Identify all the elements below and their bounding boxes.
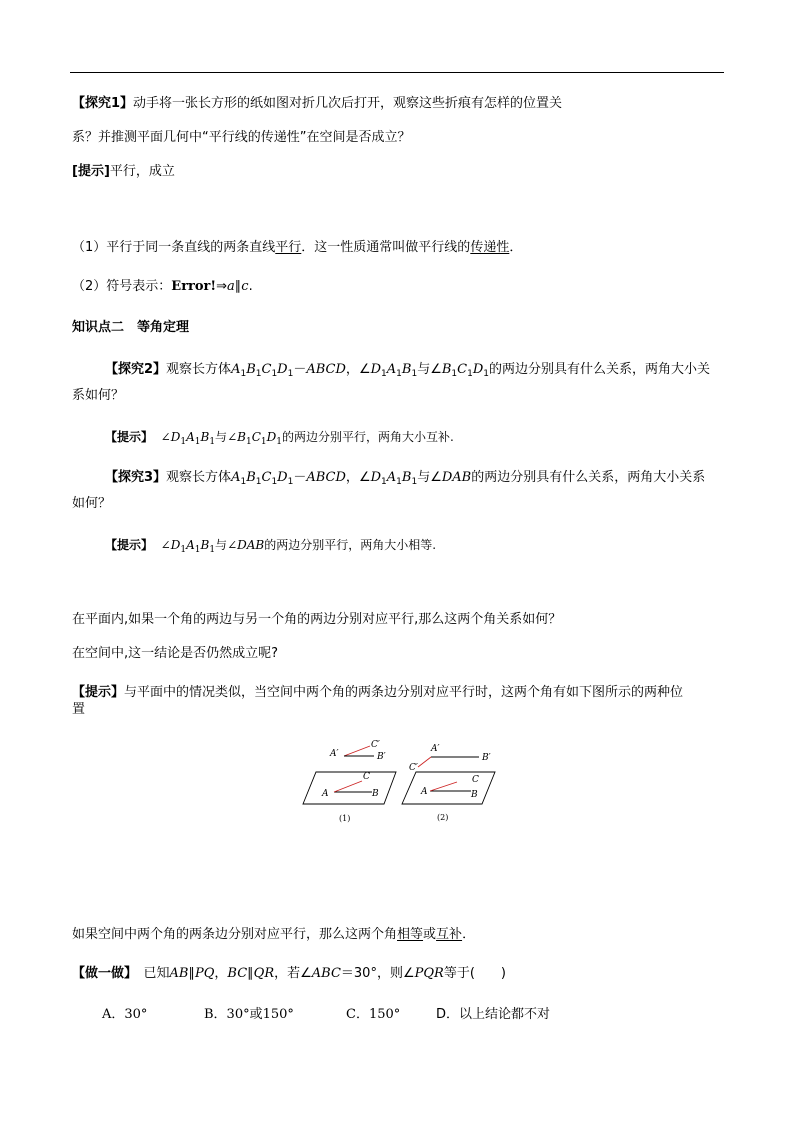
label-B-1: B bbox=[372, 789, 379, 799]
para-q1: 在平面内,如果一个角的两边与另一个角的两边分别对应平行,那么这两个角关系如何？ bbox=[72, 612, 562, 627]
explore2-line1: 【探究2】观察长方体$A_1B_1C_1D_1-ABCD$，$\angle D_1A_1B_1$与$\angle B_1C_1D_1$的两边分别具有什么关系，两角大小关 bbox=[105, 362, 711, 379]
label-B-prime-1: B′ bbox=[377, 752, 386, 762]
diagram-2 bbox=[402, 744, 495, 822]
error-text: Error! bbox=[171, 279, 217, 294]
line-A-C-1 bbox=[334, 781, 362, 792]
explore1-line2: 系？并推测平面几何中“平行线的传递性”在空间是否成立？ bbox=[72, 130, 411, 145]
option-d: D．以上结论都不对 bbox=[436, 1007, 551, 1022]
explore3-line2: 如何？ bbox=[72, 496, 112, 511]
line-A-C-2 bbox=[430, 782, 457, 791]
explore1-label: 【探究1】 bbox=[72, 96, 134, 111]
caption-2: (2) bbox=[437, 813, 449, 822]
label-A-2: A bbox=[421, 787, 428, 797]
conclusion: 如果空间中两个角的两条边分别对应平行，那么这两个角相等或互补． bbox=[72, 927, 476, 942]
exercise-question: 【做一做】 已知AB∥PQ，BC∥QR，若∠ABC＝30°，则∠PQR等于( ) bbox=[72, 966, 506, 981]
point-1: （1）平行于同一条直线的两条直线平行．这一性质通常叫做平行线的传递性． bbox=[72, 240, 523, 255]
header-rule bbox=[70, 72, 724, 73]
para-hint-line1: 【提示】与平面中的情况类似，当空间中两个角的两条边分别对应平行时，这两个角有如下图所示的两种位 bbox=[72, 685, 684, 700]
label-C-prime-2: C′ bbox=[409, 763, 418, 773]
label-B-prime-2: B′ bbox=[482, 753, 491, 763]
line-A-C-prime-1 bbox=[344, 746, 370, 756]
explore2-line2: 系如何？ bbox=[72, 388, 125, 403]
label-C-prime-1: C′ bbox=[371, 740, 380, 750]
explore1-hint: [提示]平行，成立 bbox=[72, 164, 175, 179]
para-q2: 在空间中,这一结论是否仍然成立呢? bbox=[72, 646, 279, 661]
label-C-1: C bbox=[363, 772, 370, 782]
explore2-hint: 【提示】 $\angle D_1A_1B_1$与$\angle B_1C_1D_1$的两边分别平行，两角大小互补. bbox=[105, 430, 454, 447]
caption-1: (1) bbox=[339, 814, 351, 823]
explore1-line1: 【探究1】动手将一张长方形的纸如图对折几次后打开，观察这些折痕有怎样的位置关 bbox=[72, 96, 563, 111]
para-hint-line2: 置 bbox=[72, 702, 86, 717]
label-A-1: A bbox=[322, 789, 329, 799]
label-A-prime-2: A′ bbox=[431, 744, 440, 754]
section2-title: 知识点二 等角定理 bbox=[72, 320, 190, 335]
label-C-2: C bbox=[472, 775, 479, 785]
diagram-1 bbox=[303, 740, 396, 823]
parallel-angles-figure bbox=[300, 735, 500, 830]
label-B-2: B bbox=[471, 790, 478, 800]
option-c: C．150° bbox=[346, 1007, 401, 1022]
option-a: A．30° bbox=[102, 1007, 148, 1022]
point-2: （2）符号表示：Error!⇒a∥c. bbox=[72, 279, 253, 294]
label-A-prime-1: A′ bbox=[330, 749, 339, 759]
plane-2 bbox=[402, 772, 495, 804]
option-b: B．30°或150° bbox=[204, 1007, 294, 1022]
plane-1 bbox=[303, 772, 396, 804]
explore3-hint: 【提示】 $\angle D_1A_1B_1$与∠DAB的两边分别平行，两角大小相等. bbox=[105, 538, 437, 555]
line-A-C-prime-2 bbox=[418, 757, 431, 767]
explore3-line1: 【探究3】观察长方体$A_1B_1C_1D_1-ABCD$，$\angle D_1A_1B_1$与∠DAB的两边分别具有什么关系，两角大小关系 bbox=[105, 470, 706, 487]
